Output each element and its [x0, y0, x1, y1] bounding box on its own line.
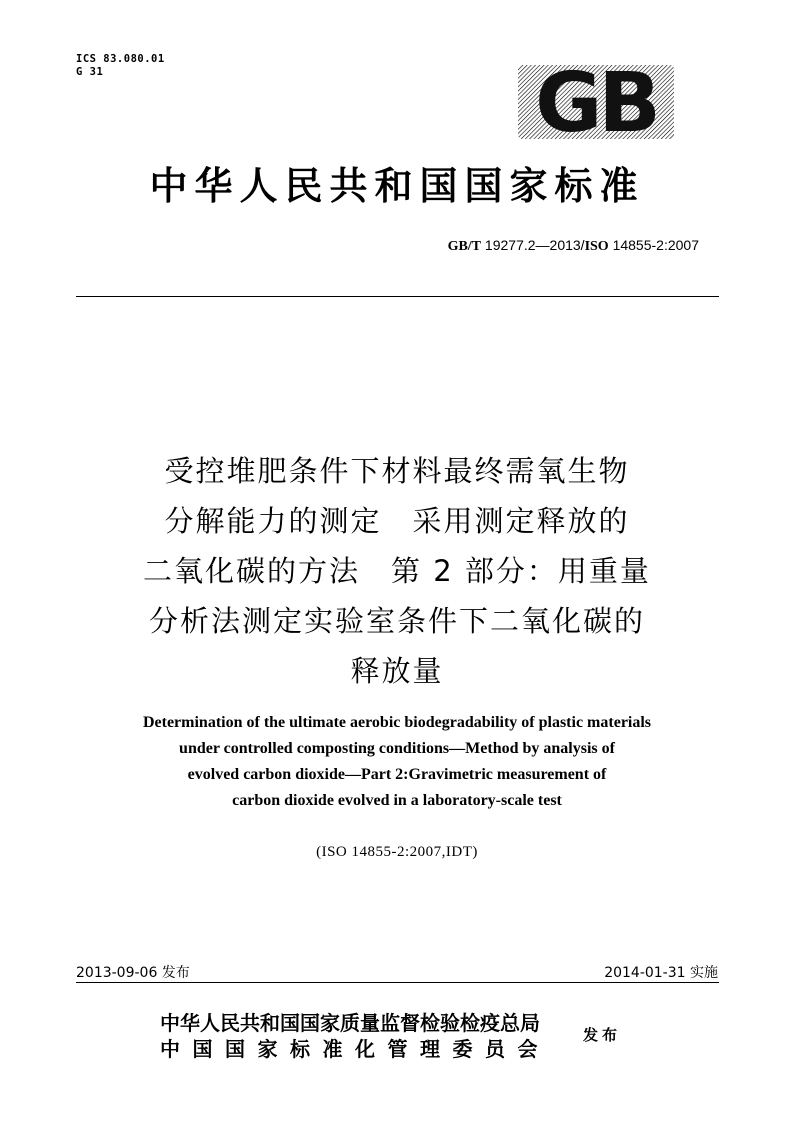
iso-number-value: 14855-2:2007: [612, 237, 699, 253]
english-title: [60, 710, 734, 814]
chinese-title-line: 受控堆肥条件下材料最终需氧生物: [164, 454, 630, 488]
issuer-aqsiq: 中华人民共和国国家质量监督检验检疫总局: [160, 1011, 540, 1035]
chinese-title-line: 释放量: [350, 654, 444, 688]
standard-prefix: GB/T: [447, 239, 482, 254]
chinese-title-line: 分解能力的测定 采用测定释放的: [164, 504, 630, 538]
chinese-title: [60, 446, 734, 696]
standard-number-value: 19277.2—2013/: [484, 237, 585, 253]
chinese-title-line: 二氧化碳的方法 第 2 部分：用重量: [143, 554, 651, 588]
issuing-authorities: [160, 1010, 550, 1062]
english-title-line: evolved carbon dioxide—Part 2:Gravimetric measurement of: [187, 766, 607, 783]
top-divider: [76, 296, 719, 297]
classification-codes: [76, 53, 165, 79]
english-title-line: carbon dioxide evolved in a laboratory-scale test: [232, 792, 562, 809]
issuer-sac: 中国国家标准化管理委员会: [160, 1037, 550, 1061]
english-title-line: Determination of the ultimate aerobic biodegradability of plastic materials: [142, 714, 652, 731]
standard-number: [448, 237, 699, 255]
issue-date: 2013-09-06 发布: [76, 965, 190, 981]
ccs-code: G 31: [76, 66, 104, 78]
implementation-date: 2014-01-31 实施: [604, 965, 718, 981]
publish-label: 发布: [583, 1026, 622, 1044]
gb-logo-text: GB: [535, 63, 657, 141]
chinese-title-line: 分析法测定实验室条件下二氧化碳的: [148, 604, 645, 638]
english-title-line: under controlled composting conditions—Method by analysis of: [179, 740, 615, 757]
gb-logo: [516, 63, 676, 141]
ics-code: ICS 83.080.01: [76, 53, 165, 65]
masthead-title: 中华人民共和国国家标准: [149, 163, 645, 208]
iso-prefix: ISO: [584, 239, 609, 254]
bottom-divider: [76, 982, 719, 983]
iso-reference: (ISO 14855-2:2007,IDT): [316, 844, 478, 860]
